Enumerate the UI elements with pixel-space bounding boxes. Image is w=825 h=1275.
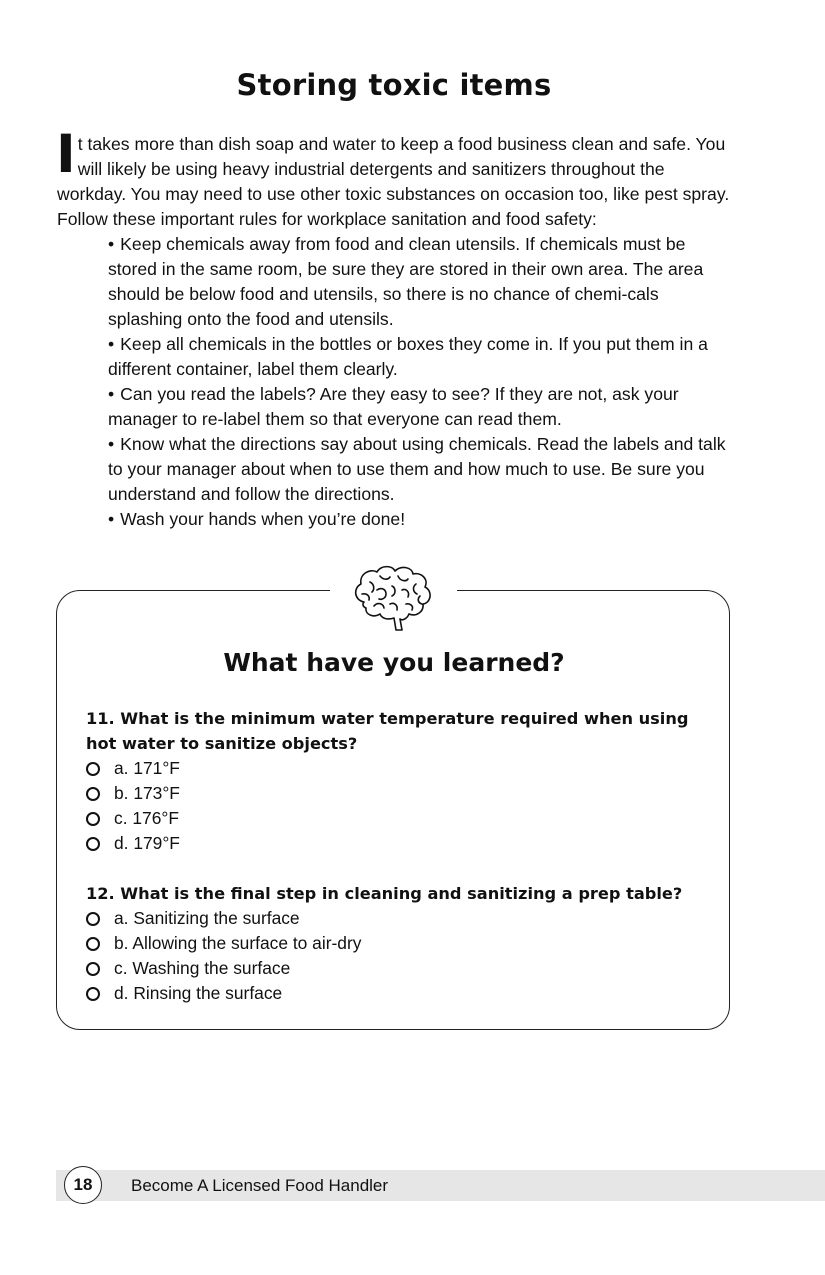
radio-icon[interactable] — [86, 962, 100, 976]
answer-option[interactable]: b. Allowing the surface to air-dry — [86, 931, 361, 956]
footer-book-title: Become A Licensed Food Handler — [131, 1176, 389, 1195]
answer-option[interactable]: a. Sanitizing the surface — [86, 906, 361, 931]
radio-icon[interactable] — [86, 812, 100, 826]
question-12-options — [86, 906, 361, 1006]
list-item: • Keep all chemicals in the bottles or boxes they come in. If you put them in a different container, label them clearly. — [108, 334, 708, 379]
bullet-icon: • — [108, 384, 115, 404]
radio-icon[interactable] — [86, 837, 100, 851]
answer-option[interactable]: c. 176°F — [86, 806, 180, 831]
answer-option[interactable]: d. 179°F — [86, 831, 180, 856]
intro-paragraph — [56, 124, 732, 232]
list-item: • Know what the directions say about using chemicals. Read the labels and talk to your manager about when to use them and how much to use. Be sure you understand and follow the directions. — [108, 434, 726, 504]
answer-option[interactable]: b. 173°F — [86, 781, 180, 806]
page-title: Storing toxic items — [236, 68, 552, 102]
bullet-icon: • — [108, 234, 115, 254]
brain-icon — [350, 562, 436, 634]
answer-option[interactable]: d. Rinsing the surface — [86, 981, 361, 1006]
intro-text: t takes more than dish soap and water to keep a food business clean and safe. You will likely be using heavy industrial detergents and sanitizers throughout the workday. You may need to use other toxic substances on occasion too, like pest spray. Follow these important rules for workplace sanitation and food safety: — [57, 134, 730, 229]
question-12: 12. What is the final step in cleaning and sanitizing a prep table? — [86, 884, 683, 903]
radio-icon[interactable] — [86, 787, 100, 801]
drop-cap: I — [56, 124, 76, 185]
bullet-icon: • — [108, 509, 115, 529]
list-item: • Can you read the labels? Are they easy to see? If they are not, ask your manager to re-label them so that everyone can read them. — [108, 384, 679, 429]
radio-icon[interactable] — [86, 987, 100, 1001]
radio-icon[interactable] — [86, 912, 100, 926]
list-item: • Keep chemicals away from food and clean utensils. If chemicals must be stored in the same room, be sure they are stored in their own area. The area should be below food and utensils, so there is no chance of chemi-cals splashing onto the food and utensils. — [108, 234, 704, 329]
quiz-title: What have you learned? — [223, 648, 565, 677]
answer-option[interactable]: c. Washing the surface — [86, 956, 361, 981]
page-number: 18 — [64, 1166, 102, 1204]
bullet-icon: • — [108, 334, 115, 354]
list-item: • Wash your hands when you’re done! — [108, 509, 406, 529]
radio-icon[interactable] — [86, 762, 100, 776]
question-11-options — [86, 756, 180, 856]
question-11: 11. What is the minimum water temperature required when using hot water to sanitize objects? — [86, 709, 689, 753]
answer-option[interactable]: a. 171°F — [86, 756, 180, 781]
rules-list — [108, 232, 732, 532]
radio-icon[interactable] — [86, 937, 100, 951]
bullet-icon: • — [108, 434, 115, 454]
